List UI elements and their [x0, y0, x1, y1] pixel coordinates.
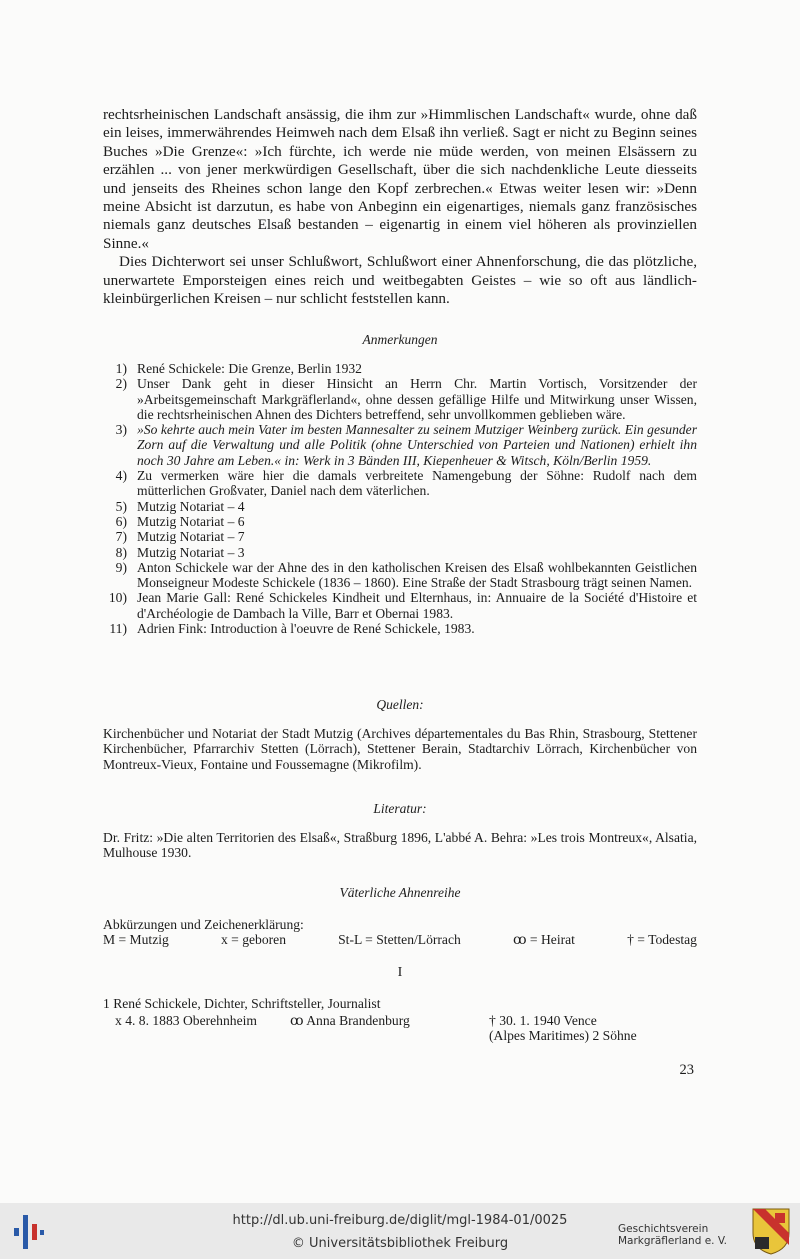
note-number: 9): [115, 559, 127, 575]
literatur-text: Dr. Fritz: »Die alten Territorien des Elsaß«, Straßburg 1896, L'abbé A. Behra: »Les trois Montreux«, Alsatia, Mulhouse 1930.: [103, 830, 697, 861]
note-text: Anton Schickele war der Ahne des in den katholischen Kreisen des Elsaß wohlbekannten Geistlichen Monseigneur Modeste Schickele (1836 – 1860). Eine Straße der Stadt Strasbourg trägt seinen Namen.: [137, 559, 697, 591]
entry-died-place: (Alpes Maritimes) 2 Söhne: [489, 1028, 637, 1043]
abbr-todestag: † = Todestag: [627, 932, 697, 947]
page-number: 23: [679, 1062, 694, 1078]
note-item: [103, 590, 697, 621]
heading-quellen: Quellen:: [376, 697, 424, 712]
generation-number: I: [397, 965, 403, 980]
footer-bar: [0, 1203, 800, 1259]
abbr-stetten: St-L = Stetten/Lörrach: [338, 932, 461, 947]
note-number: 6): [115, 513, 127, 529]
note-text: Mutzig Notariat – 4: [137, 498, 245, 514]
note-number: 1): [115, 361, 127, 376]
entry-born: x 4. 8. 1883 Oberehnheim: [115, 1013, 257, 1028]
note-number: 10): [108, 590, 127, 606]
entry-died: † 30. 1. 1940 Vence: [489, 1013, 597, 1028]
note-number: 8): [115, 544, 127, 560]
note-text: »So kehrte auch mein Vater im besten Mannesalter zu seinem Mutziger Weinberg zurück. Ein gesunder Zorn auf die Verwaltung und alle Politik (ohne Unterschied von Parteien und Nationen) erhielt ihn noch 30 Jahre am Leben.« in: Werk in 3 Bänden III, Kiepenheuer & Witsch, Köln/Berlin 1959.: [137, 422, 697, 468]
note-item: [103, 422, 697, 468]
note-number: 11): [109, 621, 127, 637]
note-text: Zu vermerken wäre hier die damals verbreitete Namengebung der Söhne: Rudolf nach dem mütterlichen Großvater, Daniel nach dem väterlichen.: [137, 468, 697, 499]
abbr-geboren: x = geboren: [220, 932, 286, 947]
abbr-heirat: ꝏ = Heirat: [512, 932, 575, 947]
note-text: Mutzig Notariat – 7: [137, 529, 245, 545]
footer-url[interactable]: http://dl.ub.uni-freiburg.de/diglit/mgl-1984-01/0025: [232, 1213, 568, 1228]
heading-literatur: Literatur:: [373, 801, 427, 816]
note-number: 5): [115, 498, 127, 514]
main-text: [103, 106, 697, 308]
paragraph-2: Dies Dichterwort sei unser Schlußwort, Schlußwort einer Ahnenforschung, die das plötzliche, unerwartete Emporsteigen eines reich und weitbegabten Geistes – wie so oft aus ländlich-kleinbürgerlichen Kreisen – nur schlicht feststellen kann.: [103, 253, 697, 308]
abbr-mutzig: M = Mutzig: [103, 932, 169, 947]
note-item: [103, 514, 697, 529]
note-text: Mutzig Notariat – 6: [137, 513, 245, 529]
note-number: 3): [115, 422, 127, 438]
entry-married: ꝏ Anna Brandenburg: [290, 1013, 410, 1028]
note-item: [103, 499, 697, 514]
note-number: 2): [115, 376, 127, 392]
note-item: [103, 545, 697, 560]
footer-copyright: © Universitätsbibliothek Freiburg: [291, 1236, 509, 1251]
quellen-text: Kirchenbücher und Notariat der Stadt Mutzig (Archives départementales du Bas Rhin, Strasbourg, Stettener Kirchenbücher, Pfarrarchiv Stetten (Lörrach), Stettener Berain, Stadtarchiv Lörrach, Kirchenbücher von Montreux-Vieux, Fontaine und Foussemagne (Mikrofilm).: [103, 726, 697, 772]
note-text: Mutzig Notariat – 3: [137, 544, 245, 560]
note-text: Adrien Fink: Introduction à l'oeuvre de René Schickele, 1983.: [137, 621, 475, 637]
note-item: [103, 468, 697, 499]
note-text: Unser Dank geht in dieser Hinsicht an Herrn Chr. Martin Vortisch, Vorsitzender der »Arbeitsgemeinschaft Markgräflerland«, ohne dessen gefällige Hilfe und Mitwirkung unser Wissen, die rechtsrheinischen Ahnen des Dichters betreffend, sehr unvollkommen geblieben wäre.: [137, 376, 697, 422]
heading-anmerkungen: Anmerkungen: [362, 332, 438, 347]
heading-ahnenreihe: Väterliche Ahnenreihe: [339, 885, 461, 900]
note-number: 4): [115, 468, 127, 484]
abbreviations-row: [103, 932, 697, 948]
paragraph-1: rechtsrheinischen Landschaft ansässig, die ihm zur »Himmlischen Landschaft« wurde, ohne daß ein leises, immerwährendes Heimweh nach dem Elsaß ihn verließ. Sagt er nicht zu Beginn seines Buches »Die Grenze«: »Ich fürchte, ich werde nie müde werden, von meinen Elsässern zu erzählen ... von jener merkwürdigen Gesellschaft, über die sich nachdenkliche Leute diesseits und jenseits des Rheines schon lange den Kopf zerbrechen.« Etwas weiter lesen wir: »Denn meine Absicht ist darzutun, es habe von Anbeginn ein eigenartiges, niemals ganz französisches niemals ganz deutsches Elsaß bestanden – eigenartig in einem viel höheren als provinziellen Sinne.«: [103, 106, 697, 252]
note-text: René Schickele: Die Grenze, Berlin 1932: [137, 361, 362, 376]
footer-organization: [618, 1223, 727, 1247]
note-item: [103, 560, 697, 591]
note-text: Jean Marie Gall: René Schickeles Kindheit und Elternhaus, in: Annuaire de la Société d'Histoire et d'Archéologie de Dambach la Ville, Barr et Obernai 1983.: [137, 590, 697, 621]
coat-of-arms-icon: [751, 1207, 791, 1255]
note-number: 7): [115, 529, 127, 545]
abbreviations-intro: Abkürzungen und Zeichenerklärung:: [103, 917, 304, 932]
note-item: [103, 361, 697, 376]
note-item: [103, 376, 697, 422]
org-line-2: Markgräflerland e. V.: [618, 1235, 728, 1247]
note-item: [103, 529, 697, 544]
notes-list: [103, 361, 697, 636]
note-item: [103, 621, 697, 636]
org-line-1: Geschichtsverein: [618, 1223, 709, 1235]
entry-line-name: 1 René Schickele, Dichter, Schriftsteller, Journalist: [103, 996, 381, 1011]
